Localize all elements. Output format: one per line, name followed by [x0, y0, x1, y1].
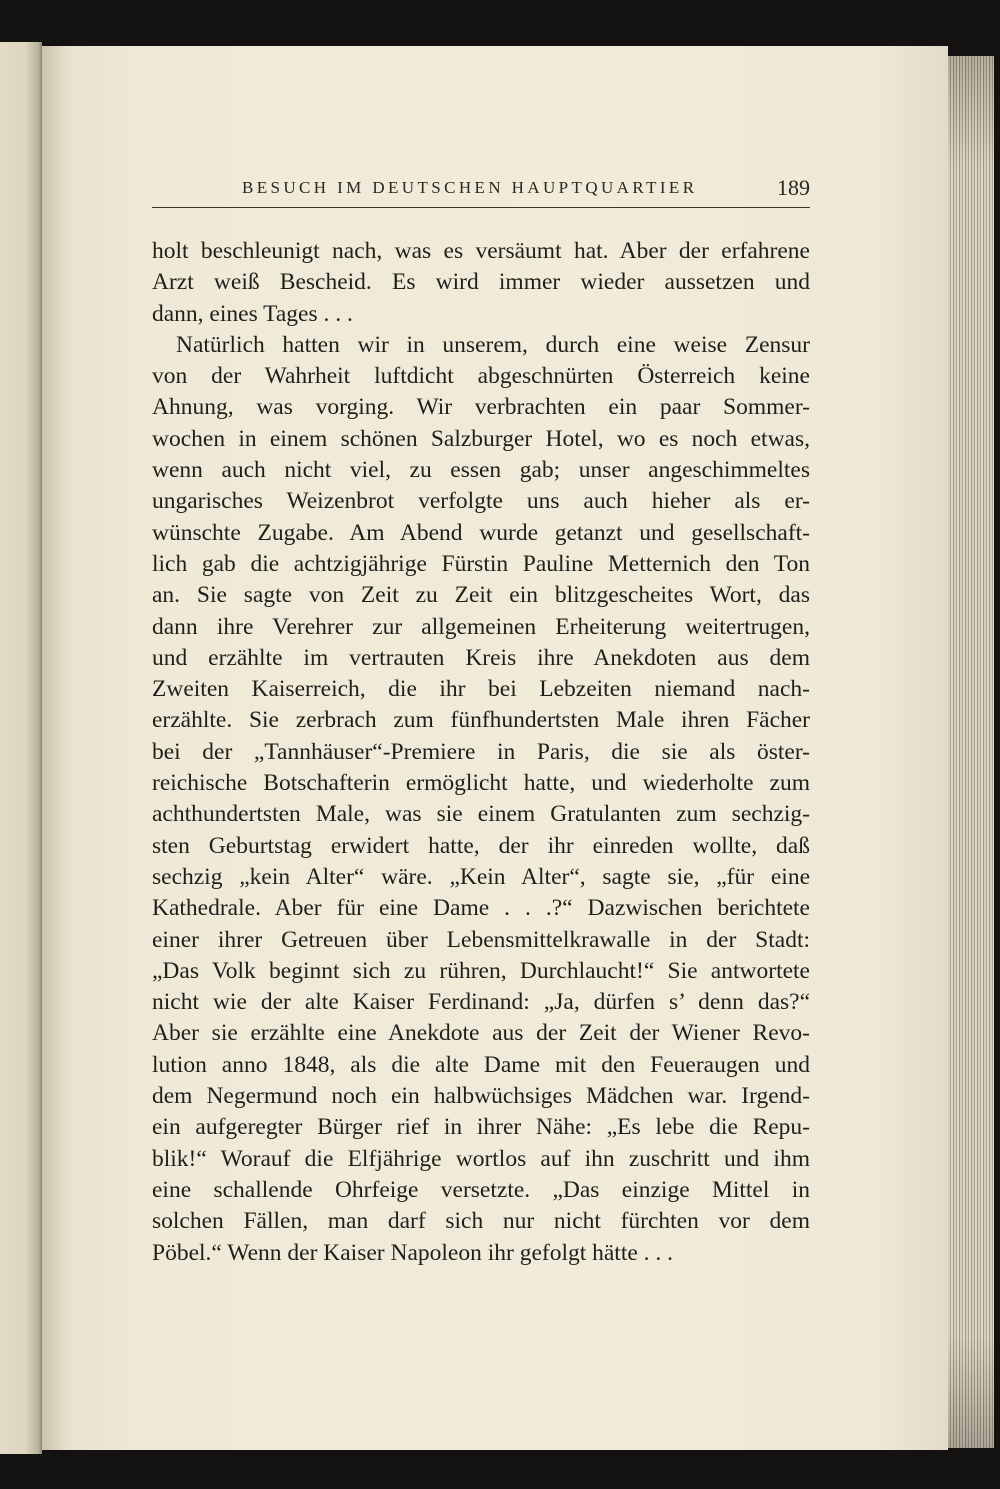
text-line: blik!“ Worauf die Elfjährige wortlos auf ihn zuschritt und ihm — [152, 1145, 810, 1172]
text-line: lution anno 1848, als die alte Dame mit den Feueraugen und — [152, 1051, 810, 1078]
text-line: lich gab die achtzigjährige Fürstin Pauline Metternich den Ton — [152, 550, 810, 577]
text-line: sechzig „kein Alter“ wäre. „Kein Alter“, sagte sie, „für eine — [152, 863, 810, 890]
text-line: Zweiten Kaiserreich, die ihr bei Lebzeiten niemand nach- — [152, 676, 810, 703]
text-line: holt beschleunigt nach, was es versäumt hat. Aber der erfahrene — [152, 238, 810, 264]
text-line: ein aufgeregter Bürger rief in ihrer Nähe: „Es lebe die Repu- — [152, 1114, 810, 1141]
text-line: von der Wahrheit luftdicht abgeschnürten Österreich keine — [152, 363, 810, 390]
text-line: dann ihre Verehrer zur allgemeinen Erheiterung weitertrugen, — [152, 613, 810, 640]
text-line: reichische Botschafterin ermöglicht hatte, und wiederholte zum — [152, 770, 810, 797]
text-line: wochen in einem schönen Salzburger Hotel, wo es noch etwas, — [152, 425, 810, 452]
text-line: Ahnung, was vorging. Wir verbrachten ein paar Sommer- — [152, 394, 810, 421]
text-line: eine schallende Ohrfeige versetzte. „Das einzige Mittel in — [152, 1176, 810, 1203]
text-line: erzählte. Sie zerbrach zum fünfhundertsten Male ihren Fächer — [152, 707, 810, 734]
text-line: wenn auch nicht viel, zu essen gab; unser angeschimmeltes — [152, 457, 810, 484]
text-line: dann, eines Tages . . . — [152, 300, 353, 327]
running-title: BESUCH IM DEUTSCHEN HAUPTQUARTIER — [242, 178, 698, 197]
text-line: nicht wie der alte Kaiser Ferdinand: „Ja, dürfen s’ denn das?“ — [152, 989, 810, 1016]
header-rule — [152, 207, 810, 208]
body-text — [152, 236, 810, 1269]
text-line: Arzt weiß Bescheid. Es wird immer wieder aussetzen und — [152, 269, 810, 296]
text-line: dem Negermund noch ein halbwüchsiges Mädchen war. Irgend- — [152, 1083, 810, 1110]
facing-page-edge — [0, 42, 42, 1454]
text-line: Pöbel.“ Wenn der Kaiser Napoleon ihr gefolgt hätte . . . — [152, 1239, 674, 1266]
text-line: solchen Fällen, man darf sich nur nicht fürchten vor dem — [152, 1208, 810, 1235]
running-head — [152, 176, 810, 206]
text-line: Aber sie erzählte eine Anekdote aus der Zeit der Wiener Revo- — [152, 1020, 810, 1047]
text-line: „Das Volk beginnt sich zu rühren, Durchlaucht!“ Sie antwortete — [152, 957, 810, 984]
page-edges-shadow — [948, 56, 994, 1448]
text-line: einer ihrer Getreuen über Lebensmittelkrawalle in der Stadt: — [152, 926, 810, 953]
text-line: an. Sie sagte von Zeit zu Zeit ein blitzgescheites Wort, das — [152, 582, 810, 609]
text-line: sten Geburtstag erwidert hatte, der ihr einreden wollte, daß — [152, 832, 810, 859]
text-line: achthundertsten Male, was sie einem Gratulanten zum sechzig- — [152, 801, 810, 828]
text-line: wünschte Zugabe. Am Abend wurde getanzt und gesellschaft- — [152, 519, 810, 546]
text-line: bei der „Tannhäuser“-Premiere in Paris, die sie als öster- — [152, 738, 810, 765]
text-line: und erzählte im vertrauten Kreis ihre Anekdoten aus dem — [152, 644, 810, 671]
text-line: Kathedrale. Aber für eine Dame . . .?“ Dazwischen berichtete — [152, 895, 810, 922]
text-line: Natürlich hatten wir in unserem, durch eine weise Zensur — [176, 331, 810, 358]
text-line: ungarisches Weizenbrot verfolgte uns auch hieher als er- — [152, 488, 810, 515]
page-number: 189 — [777, 175, 810, 200]
